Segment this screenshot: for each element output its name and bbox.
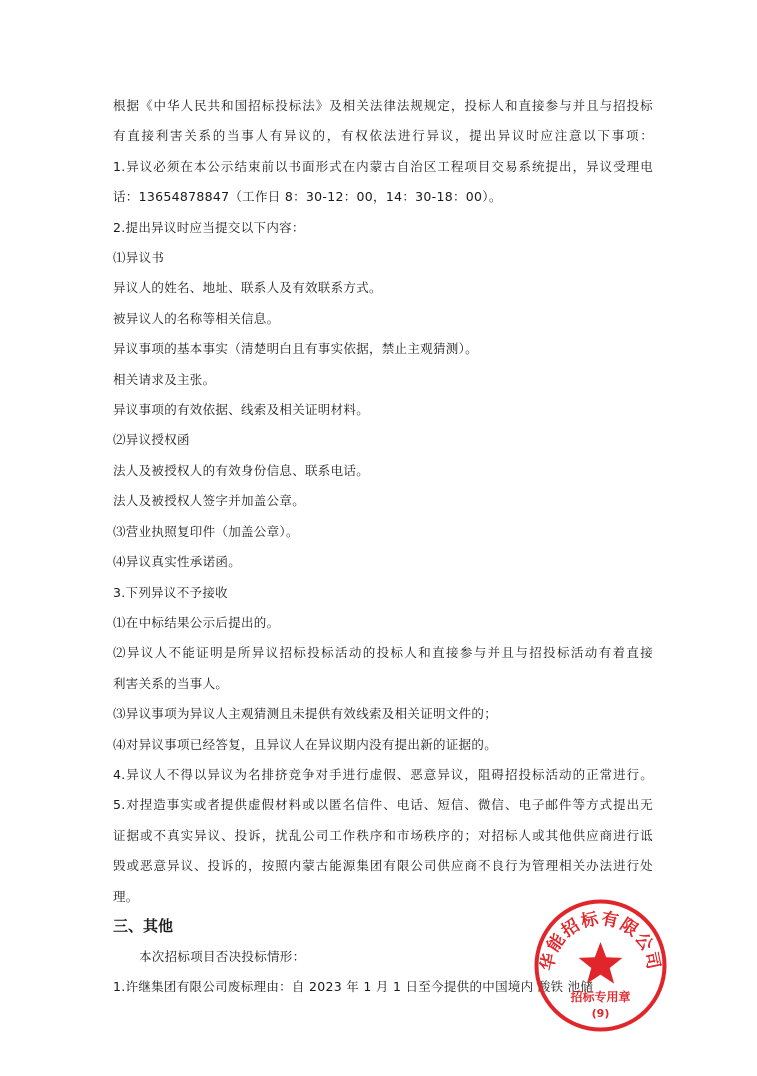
item2-a-3: 异议事项的基本事实（清楚明白且有事实依据，禁止主观猜测）。: [113, 341, 478, 357]
item4: 4.异议人不得以异议为名排挤竞争对手进行虚假、恶意异议，阻碍招投标活动的正常进行。: [113, 766, 653, 782]
item2-a-5: 异议事项的有效依据、线索及相关证明材料。: [113, 402, 370, 418]
item3-heading: 3.下列异议不予接收: [113, 584, 228, 600]
item5-line-1: 5.对捏造事实或者提供虚假材料或以匿名信件、电话、短信、微信、电子邮件等方式提出无: [113, 797, 653, 813]
section3-intro: 本次招标项目否决投标情形：: [139, 948, 306, 964]
item3-a: ⑴在中标结果公示后提出的。: [113, 614, 280, 630]
seal-bottom-text: 招标专用章: [570, 990, 631, 1004]
item2-heading: 2.提出异议时应当提交以下内容：: [113, 219, 305, 235]
item1-line-2: 话：13654878847（工作日 8：30-12：00，14：30-18：00）。: [113, 189, 502, 205]
item2-a-4: 相关请求及主张。: [113, 371, 216, 387]
seal-number: (9): [591, 1007, 610, 1020]
intro-line-2: 有直接利害关系的当事人有异议的，有权依法进行异议，提出异议时应注意以下事项：: [113, 128, 653, 144]
section-heading-other: 三、其他: [113, 916, 174, 935]
item2-c: ⑶营业执照复印件（加盖公章）。: [113, 523, 299, 539]
document-body: [113, 91, 653, 1003]
item3-d: ⑷对异议事项已经答复，且异议人在异议期内没有提出新的证据的。: [113, 736, 498, 752]
item5-line-4: 理。: [113, 888, 139, 904]
item2-d: ⑷异议真实性承诺函。: [113, 554, 242, 570]
item2-b-heading: ⑵异议授权函: [113, 432, 190, 448]
section3-item1: 1.许继集团有限公司废标理由：自 2023 年 1 月 1 日至今提供的中国境内 酸铁 池储: [113, 979, 594, 995]
item3-b-line-2: 利害关系的当事人。: [113, 675, 229, 691]
item5-line-2: 证据或不真实异议、投诉，扰乱公司工作秩序和市场秩序的；对招标人或其他供应商进行诋: [113, 827, 653, 843]
seal-arc-text: 华能招标有限公司: [537, 908, 664, 973]
item2-b-1: 法人及被授权人的有效身份信息、联系电话。: [113, 462, 370, 478]
company-seal: [533, 898, 668, 1033]
item5-line-3: 毁或恶意异议、投诉的，按照内蒙古能源集团有限公司供应商不良行为管理相关办法进行处: [113, 858, 653, 874]
intro-line-1: 根据《中华人民共和国招标投标法》及相关法律法规规定，投标人和直接参与并且与招投标: [113, 98, 653, 113]
item2-a-1: 异议人的姓名、地址、联系人及有效联系方式。: [113, 280, 382, 296]
seal-star-icon: [579, 942, 623, 984]
item2-b-2: 法人及被授权人签字并加盖公章。: [113, 493, 306, 509]
item2-a-heading: ⑴异议书: [113, 250, 165, 266]
item3-b-line-1: ⑵异议人不能证明是所异议招标投标活动的投标人和直接参与并且与招投标活动有着直接: [113, 645, 653, 661]
item2-a-2: 被异议人的名称等相关信息。: [113, 310, 280, 326]
item3-c: ⑶异议事项为异议人主观猜测且未提供有效线索及相关证明文件的；: [113, 706, 498, 722]
item1-line-1: 1.异议必须在本公示结束前以书面形式在内蒙古自治区工程项目交易系统提出，异议受理电: [113, 158, 653, 174]
